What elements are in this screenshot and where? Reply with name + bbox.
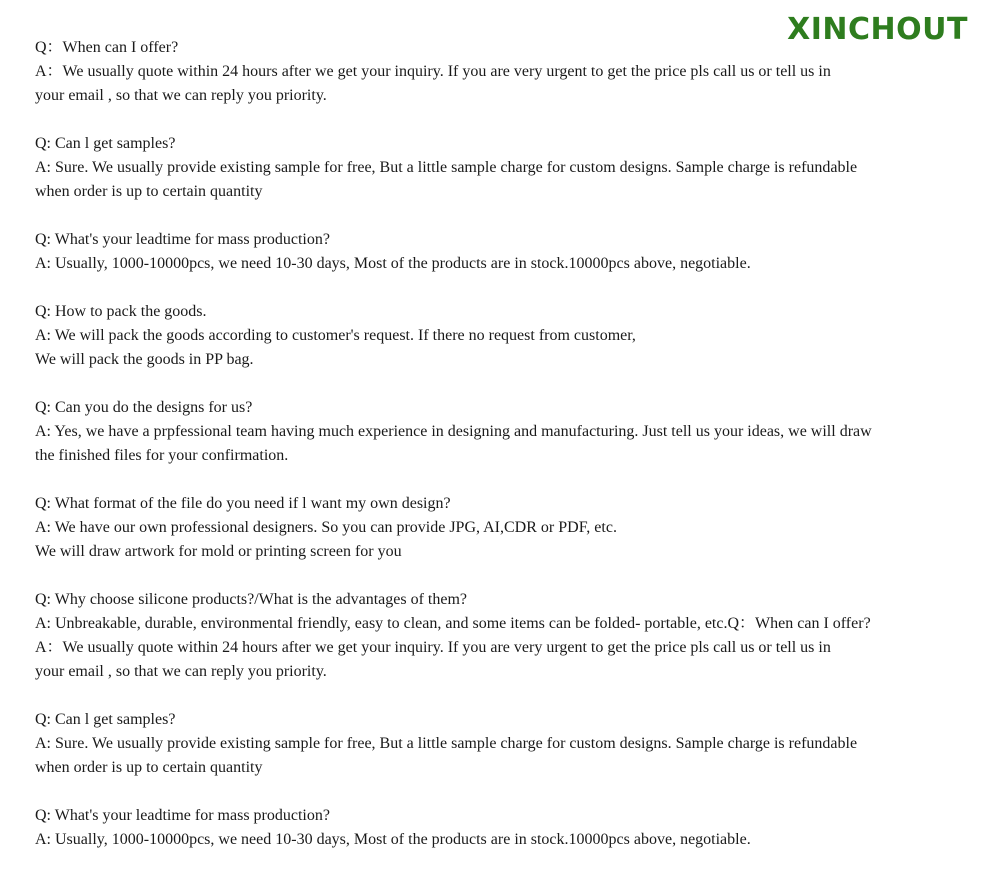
faq-answer-line: A：We usually quote within 24 hours after we get your inquiry. If you are very urgent to get the price pls call us or tell us in xyxy=(35,63,831,80)
faq-item xyxy=(35,804,975,852)
faq-question: Q: What's your leadtime for mass production? xyxy=(35,231,330,248)
faq-answer-line: your email , so that we can reply you priority. xyxy=(35,663,327,680)
faq-answer-line: when order is up to certain quantity xyxy=(35,183,263,200)
faq-section xyxy=(35,36,975,876)
faq-answer-line: A: Unbreakable, durable, environmental friendly, easy to clean, and some items can be folded- portable, etc.Q：When can I offer? xyxy=(35,615,871,632)
faq-answer-line: A: Sure. We usually provide existing sample for free, But a little sample charge for custom designs. Sample charge is refundable xyxy=(35,159,858,176)
faq-question: Q: Can l get samples? xyxy=(35,711,176,728)
faq-answer-line: A: We will pack the goods according to customer's request. If there no request from customer, xyxy=(35,327,636,344)
faq-answer-line: A: Usually, 1000-10000pcs, we need 10-30 days, Most of the products are in stock.10000pcs above, negotiable. xyxy=(35,255,751,272)
faq-question: Q: What's your leadtime for mass production? xyxy=(35,807,330,824)
faq-item xyxy=(35,708,975,780)
faq-question: Q: What format of the file do you need if l want my own design? xyxy=(35,495,451,512)
faq-item xyxy=(35,36,975,108)
faq-question: Q: Why choose silicone products?/What is the advantages of them? xyxy=(35,591,468,608)
faq-answer-line: We will draw artwork for mold or printing screen for you xyxy=(35,543,402,560)
faq-answer-line: A: Usually, 1000-10000pcs, we need 10-30 days, Most of the products are in stock.10000pcs above, negotiable. xyxy=(35,831,751,848)
faq-answer-line: A: We have our own professional designers. So you can provide JPG, AI,CDR or PDF, etc. xyxy=(35,519,617,536)
faq-answer-line: A: Yes, we have a prpfessional team having much experience in designing and manufacturing. Just tell us your ideas, we will draw xyxy=(35,423,872,440)
faq-question: Q：When can I offer? xyxy=(35,39,179,56)
faq-item xyxy=(35,588,975,684)
faq-answer-line: when order is up to certain quantity xyxy=(35,759,263,776)
faq-item xyxy=(35,132,975,204)
faq-answer-line: the finished files for your confirmation. xyxy=(35,447,289,464)
faq-answer-line: A：We usually quote within 24 hours after we get your inquiry. If you are very urgent to get the price pls call us or tell us in xyxy=(35,639,831,656)
faq-answer-line: A: Sure. We usually provide existing sample for free, But a little sample charge for custom designs. Sample charge is refundable xyxy=(35,735,858,752)
faq-item xyxy=(35,396,975,468)
brand-logo: XINCHOUT xyxy=(787,12,968,47)
faq-item xyxy=(35,492,975,564)
faq-item xyxy=(35,300,975,372)
faq-item xyxy=(35,228,975,276)
faq-answer-line: your email , so that we can reply you priority. xyxy=(35,87,327,104)
faq-question: Q: Can l get samples? xyxy=(35,135,176,152)
faq-answer-line: We will pack the goods in PP bag. xyxy=(35,351,254,368)
faq-question: Q: How to pack the goods. xyxy=(35,303,207,320)
faq-question: Q: Can you do the designs for us? xyxy=(35,399,253,416)
